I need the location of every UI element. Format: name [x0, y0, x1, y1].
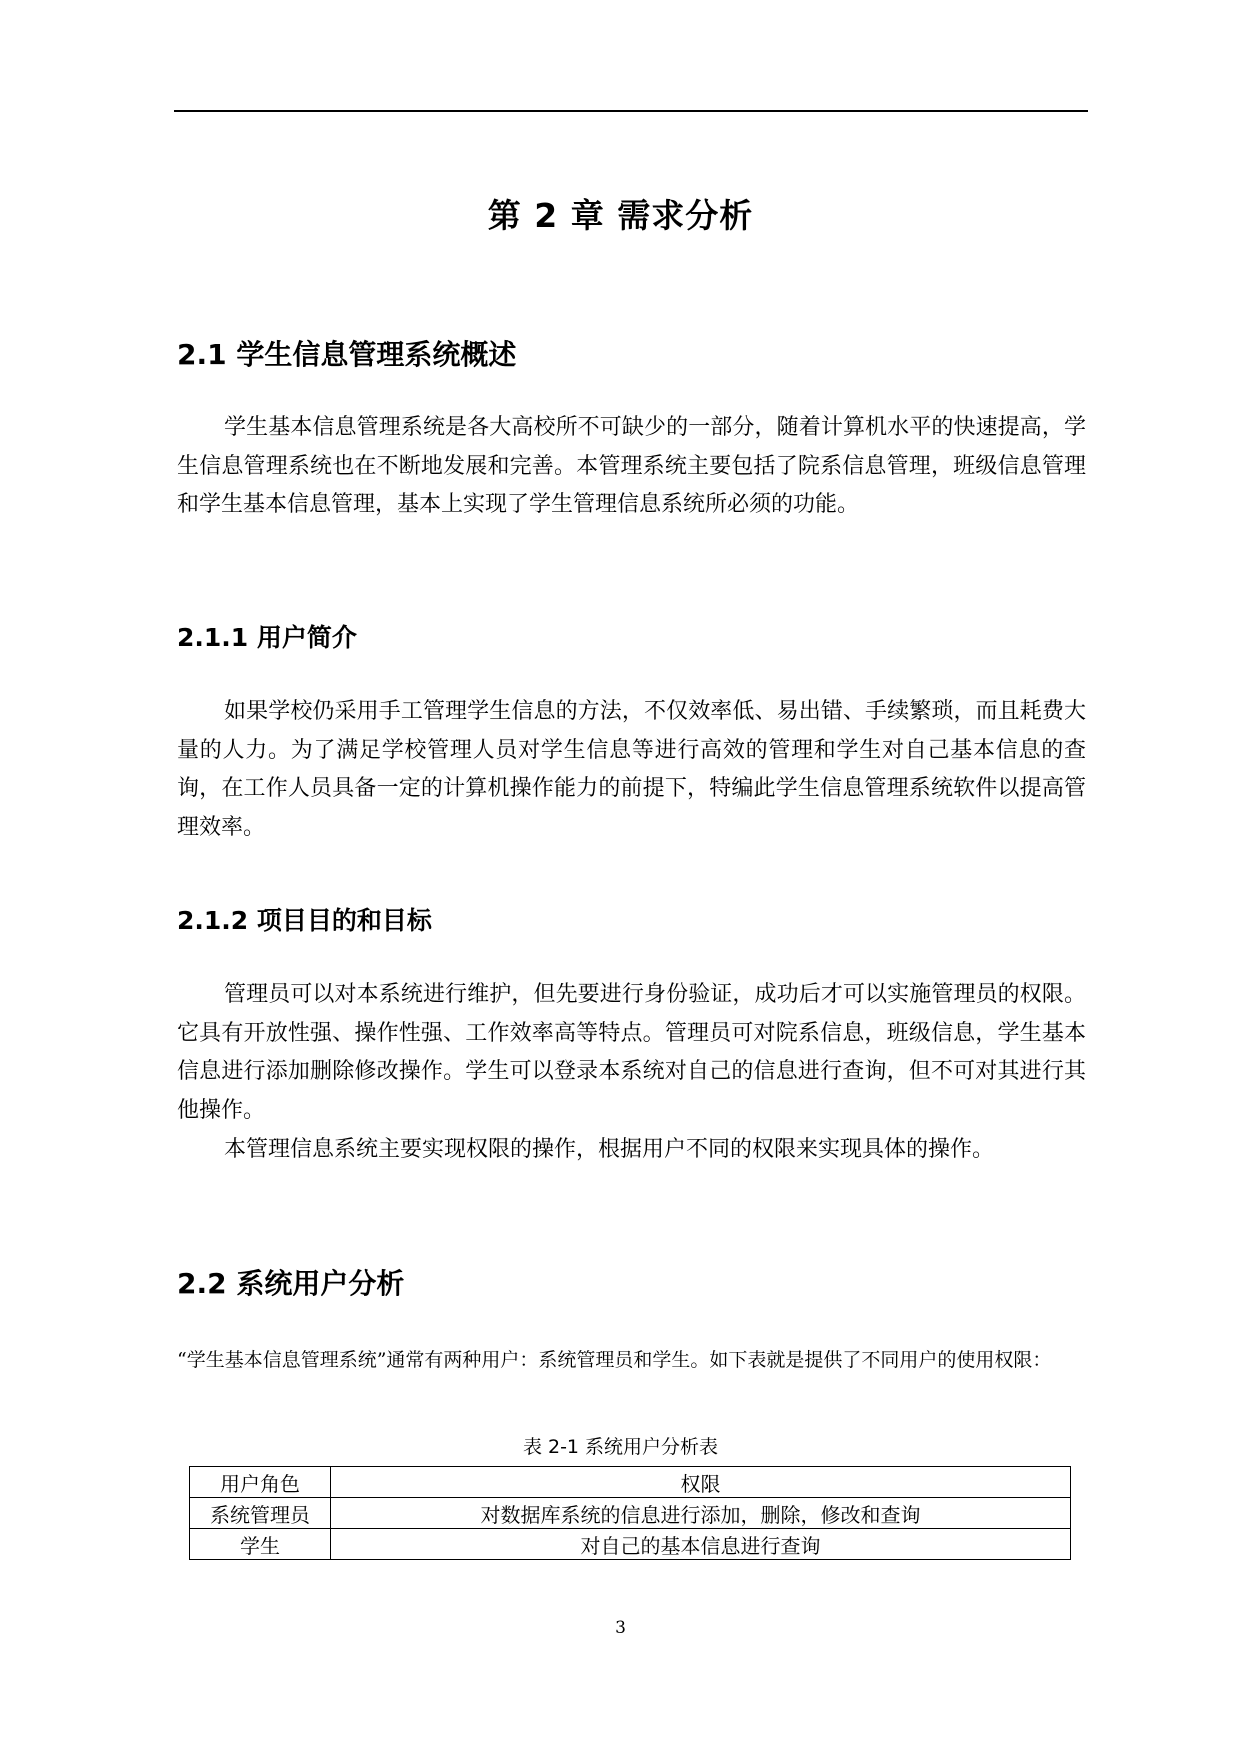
table-header-row	[190, 1467, 1071, 1498]
table-row	[190, 1498, 1071, 1529]
section-2-2-paragraph: “学生基本信息管理系统”通常有两种用户：系统管理员和学生。如下表就是提供了不同用户的使用权限：	[177, 1349, 1052, 1371]
section-2-1-2-paragraph-2: 本管理信息系统主要实现权限的操作，根据用户不同的权限来实现具体的操作。	[224, 1137, 995, 1162]
section-2-1-2-paragraph-1: 管理员可以对本系统进行维护，但先要进行身份验证，成功后才可以实施管理员的权限。它具有开放性强、操作性强、工作效率高等特点。管理员可对院系信息，班级信息，学生基本信息进行添加删除修改操作。学生可以登录本系统对自己的信息进行查询，但不可对其进行其他操作。	[177, 982, 1086, 1123]
table-header-cell: 权限	[331, 1467, 1071, 1498]
section-2-1-1-paragraph: 如果学校仍采用手工管理学生信息的方法，不仅效率低、易出错、手续繁琐，而且耗费大量的人力。为了满足学校管理人员对学生信息等进行高效的管理和学生对自己基本信息的查询，在工作人员具备一定的计算机操作能力的前提下，特编此学生信息管理系统软件以提高管理效率。	[177, 699, 1086, 840]
chapter-title: 第 2 章 需求分析	[487, 196, 754, 235]
table-cell: 学生	[190, 1529, 331, 1560]
section-2-1-heading: 2.1 学生信息管理系统概述	[177, 338, 517, 371]
table-row	[190, 1529, 1071, 1560]
table-caption: 表 2-1 系统用户分析表	[522, 1436, 719, 1458]
section-2-2-heading: 2.2 系统用户分析	[177, 1267, 405, 1300]
table-cell: 系统管理员	[190, 1498, 331, 1529]
table-cell: 对数据库系统的信息进行添加，删除，修改和查询	[331, 1498, 1071, 1529]
table-header-cell: 用户角色	[190, 1467, 331, 1498]
user-analysis-table	[189, 1466, 1071, 1560]
section-2-1-2-heading: 2.1.2 项目目的和目标	[177, 906, 432, 935]
section-2-1-paragraph: 学生基本信息管理系统是各大高校所不可缺少的一部分，随着计算机水平的快速提高，学生信息管理系统也在不断地发展和完善。本管理系统主要包括了院系信息管理，班级信息管理和学生基本信息管理，基本上实现了学生管理信息系统所必须的功能。	[177, 415, 1086, 518]
page-number: 3	[615, 1618, 626, 1638]
section-2-1-1-heading: 2.1.1 用户简介	[177, 623, 357, 652]
header-rule	[174, 110, 1088, 112]
table-cell: 对自己的基本信息进行查询	[331, 1529, 1071, 1560]
